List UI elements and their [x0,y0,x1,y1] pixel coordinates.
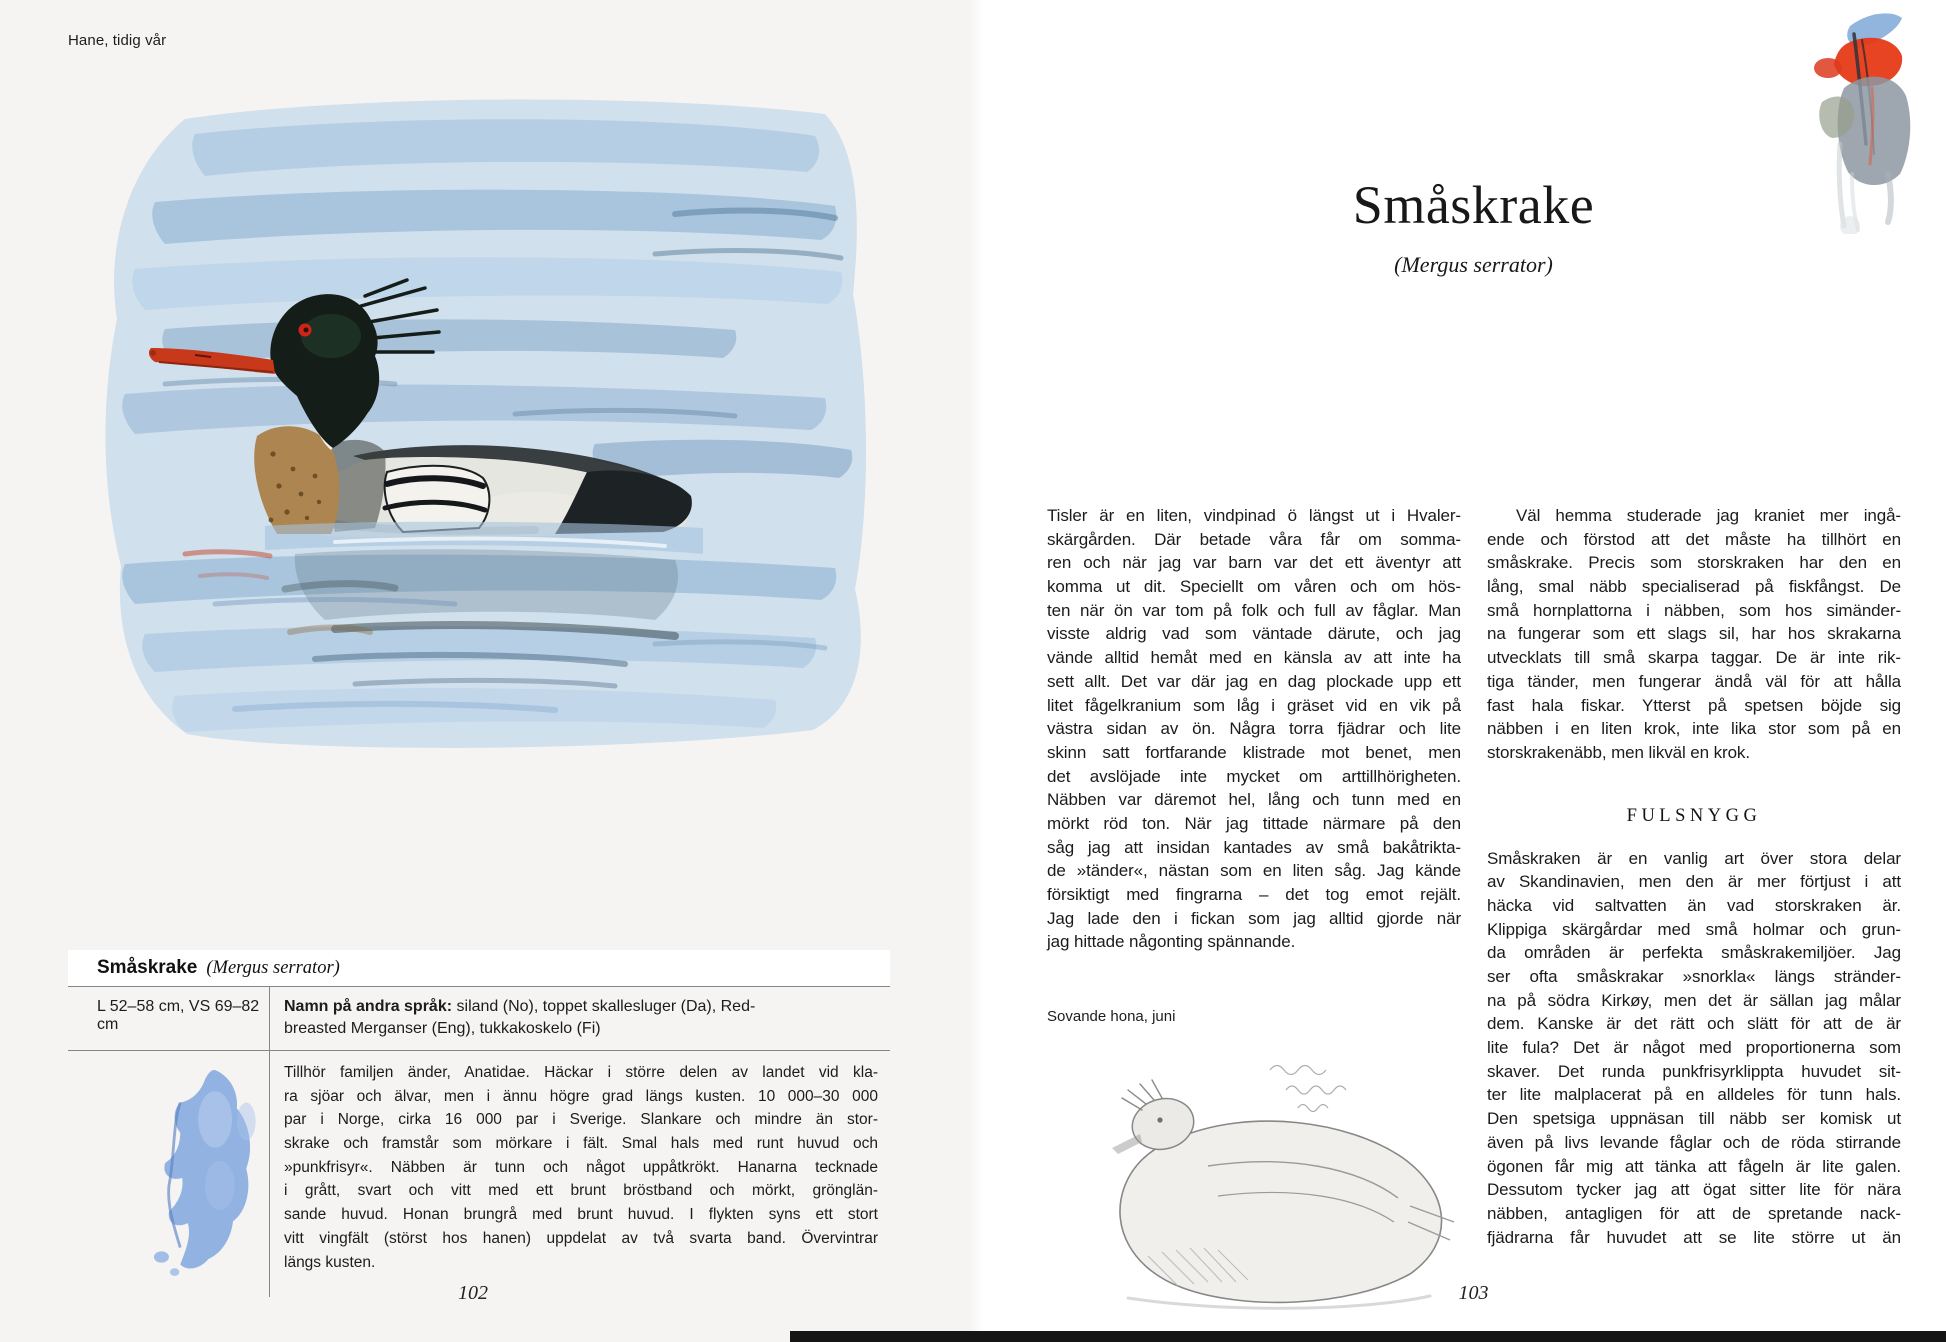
species-description: Tillhör familjen änder, Anatidae. Häckar i större delen av landet vid kla- ra sjöar och älvar, men i ännu högre grad längs kusten. 10 000–30 000 par i Norge, cirka 16 000 par i Sverige. Slankare och mindre än stor- skrake och framstår som mörkare i fält. Smal hals med runt huvud och »punkfrisyr«. Näbben är tunn och något uppåtkrökt. Hanarna tecknade i grått, svart och vitt med ett brunt bröstband och mörkt, grönglän- sande huvud. Honan brungrå med brunt huvud. I flykten syns ett stort vitt vingfält (störst hos hanen) uppdelat av två svarta band. Övervintrar längs kusten. [269,1051,890,1297]
species-infobox [68,950,890,1297]
body-column-2-para-2: Småskraken är en vanlig art över stora delar av Skandinavien, men den är mer förtjust i att häcka vid saltvatten än vad storskraken är. Klippiga skärgårdar med små holmar och grun- da områden är perfekta småskrakemiljöer. Jag ser ofta småskrakar »snorkla« längs stränder- na på södra Kirkøy, men det är sällan jag målar dem. Kanske är det rätt och slätt för att de är lite fula? Det är något med proportionerna som skaver. Det runda punkfrisyrklippta huvudet sit- ter lite malplacerat på en alldeles för tunn hals. Den spetsiga uppnäsan till näbb ser komisk ut även på livs levande fåglar och de röda stirrande ögonen får mig att tänka att fågeln är lite galen. Dessutom tycker jag att ögat sitter lite för nära näbben, antagligen för att de spretande nack- fjädrarna får huvudet att se lite större ut än [1487,848,1901,1247]
chapter-subtitle-latin: (Mergus serrator) [1394,252,1553,277]
other-names-cell: Namn på andra språk: siland (No), toppet skallesluger (Da), Red- breasted Merganser (Eng), tukkakoskelo (Fi) [269,987,890,1050]
illustration-caption-top: Hane, tidig vår [68,32,167,49]
body-column-2 [1487,504,1901,1249]
other-names-label: Namn på andra språk: [284,998,453,1015]
infobox-row-description [68,1051,890,1297]
scandinavia-range-map [125,1063,277,1289]
section-heading: FULSNYGG [1626,805,1762,826]
sketch-caption: Sovande hona, juni [1047,1008,1176,1025]
window-bottom-edge [790,1331,1946,1342]
body-column-2-para-1: Väl hemma studerade jag kraniet mer ingå- ende och förstod att det måste ha tillhört en småskrake. Precis som storskraken har den en lång, smal näbb specialiserad på fiskfångst. De små hornplattorna i näbben, som hos simänder- na fungerar som ett slags sil, har hos skrakarna utvecklats till små skarpa taggar. De är inte rik- tiga tänder, men fungerar ändå väl för att hålla fast hala fiskar. Ytterst på spetsen böjde sig näbben i en liten krok, inte lika stor som på en storskrakenäbb, men likväl en krok. [1487,506,1901,762]
page-number-left: 102 [458,1282,488,1304]
merganser-watercolor-illustration [35,84,897,772]
measurements-cell: L 52–58 cm, VS 69–82 cm [97,998,260,1033]
range-map-cell [68,1051,269,1297]
infobox-species-name: Småskrake [97,957,198,978]
body-column-1: Tisler är en liten, vindpinad ö längst ut i Hvaler- skärgården. Där betade våra får om somma- ren och när jag var barn var det ett äventyr att komma ut dit. Speciellt om våren och om hös- ten när ön var tom på folk och full av fåglar. Man visste aldrig vad som väntade därute, och jag vände alltid hemåt med en känsla av att inte ha sett allt. Det var där jag en dag plockade upp ett litet fågelkranium som låg i gräset vid en vik på västra sidan av ön. Några torra fjädrar och lite skinn satt fortfarande klistrade mot benet, men det avslöjade inte mycket om arttillhörigheten. Näbben var däremot hel, lång och tunn med en mörkt röd ton. När jag tittade närmare på den såg jag att insidan kantades av små bakåtrikta- de »tänder«, nästan som en liten såg. Jag kände försiktigt med fingrarna – det tog emot rejält. Jag lade den i fickan som jag alltid gjorde när jag hittade någonting spännande. [1047,506,1461,952]
chapter-title: Småskrake [1352,175,1595,235]
page-number-right: 103 [1458,1282,1489,1304]
infobox-header [68,950,890,987]
infobox-species-latin: (Mergus serrator) [206,957,340,978]
infobox-row-measurements [68,987,890,1051]
